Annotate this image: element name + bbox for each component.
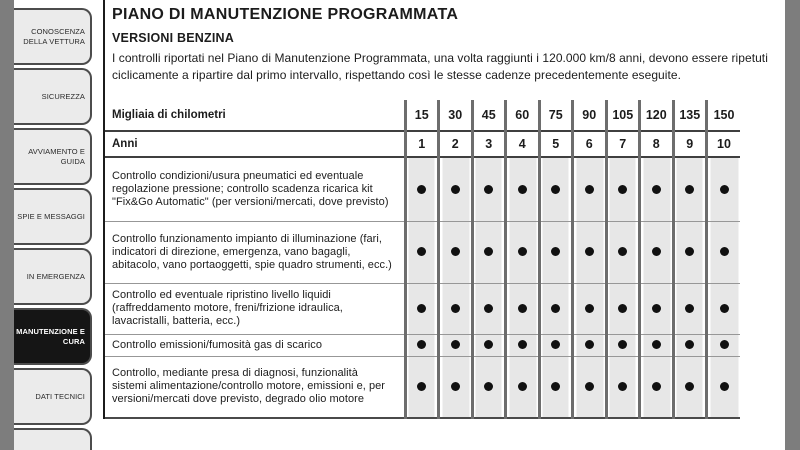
bullet-dot-icon: [417, 247, 426, 256]
sidebar-tab-avviamento-e-guida[interactable]: [14, 128, 92, 185]
row-label: Controllo funzionamento impianto di illuminazione (fari, indicatori di direzione, emergenza, vano bagagli, abitacolo, vano portaoggetti, spie quadro strumenti, ecc.): [105, 221, 405, 283]
dot-cell: [472, 283, 506, 334]
dot-cell: [539, 356, 573, 418]
bullet-dot-icon: [652, 340, 661, 349]
dot-cell: [640, 334, 674, 356]
dot-cell: [472, 221, 506, 283]
sidebar-tab-label: AVVIAMENTO E GUIDA: [28, 147, 85, 166]
bullet-dot-icon: [551, 304, 560, 313]
bullet-dot-icon: [484, 382, 493, 391]
dot-cell: [707, 157, 741, 221]
dot-cell: [606, 283, 640, 334]
bullet-dot-icon: [585, 247, 594, 256]
bullet-dot-icon: [484, 247, 493, 256]
sidebar-tab-8[interactable]: [14, 428, 92, 450]
km-value: 75: [539, 100, 573, 131]
sidebar-tab-manutenzione-e-cura[interactable]: [14, 308, 92, 365]
dot-cell: [606, 334, 640, 356]
table-row: [105, 283, 740, 334]
dot-cell: [673, 334, 707, 356]
bullet-dot-icon: [685, 185, 694, 194]
dot-cell: [640, 356, 674, 418]
km-value: 60: [506, 100, 540, 131]
dot-cell: [707, 356, 741, 418]
dot-cell: [539, 221, 573, 283]
dot-cell: [405, 221, 439, 283]
dot-cell: [439, 356, 473, 418]
year-value: 9: [673, 131, 707, 157]
sidebar-tab-conoscenza-della-vettura[interactable]: [14, 8, 92, 65]
dot-cell: [506, 283, 540, 334]
bullet-dot-icon: [518, 247, 527, 256]
sidebar-tab-label: DATI TECNICI: [35, 391, 85, 401]
sidebar-tab-sicurezza[interactable]: [14, 68, 92, 125]
bullet-dot-icon: [518, 304, 527, 313]
bullet-dot-icon: [484, 340, 493, 349]
bullet-dot-icon: [652, 304, 661, 313]
year-value: 4: [506, 131, 540, 157]
dot-cell: [673, 221, 707, 283]
bullet-dot-icon: [551, 185, 560, 194]
dot-cell: [573, 221, 607, 283]
year-value: 8: [640, 131, 674, 157]
intro-paragraph: I controlli riportati nel Piano di Manutenzione Programmata, una volta raggiunti i 120.000 km/8 anni, devono essere ripetuti ciclicamente a ripartire dal primo intervallo, rispettando così le stesse cadenze precedentemente eseguite.: [112, 51, 768, 82]
table-row: [105, 356, 740, 418]
dot-cell: [606, 157, 640, 221]
km-header-row: [105, 100, 740, 131]
dot-cell: [673, 283, 707, 334]
bullet-dot-icon: [451, 382, 460, 391]
bullet-dot-icon: [685, 382, 694, 391]
dot-cell: [707, 221, 741, 283]
dot-cell: [673, 157, 707, 221]
years-header-row: [105, 131, 740, 157]
km-value: 15: [405, 100, 439, 131]
bullet-dot-icon: [652, 382, 661, 391]
row-label: Controllo emissioni/fumosità gas di scarico: [105, 334, 405, 356]
bullet-dot-icon: [685, 304, 694, 313]
bullet-dot-icon: [551, 247, 560, 256]
dot-cell: [472, 334, 506, 356]
sidebar-tab-label: MANUTENZIONE E CURA: [16, 327, 85, 346]
km-value: 135: [673, 100, 707, 131]
left-edge-strip: [0, 0, 14, 450]
dot-cell: [539, 157, 573, 221]
bullet-dot-icon: [417, 185, 426, 194]
year-value: 2: [439, 131, 473, 157]
dot-cell: [472, 356, 506, 418]
bullet-dot-icon: [618, 340, 627, 349]
km-value: 105: [606, 100, 640, 131]
bullet-dot-icon: [585, 304, 594, 313]
bullet-dot-icon: [551, 382, 560, 391]
sidebar-tab-dati-tecnici[interactable]: [14, 368, 92, 425]
maintenance-table: [105, 100, 740, 419]
sidebar-tab-label: SICUREZZA: [41, 91, 85, 101]
dot-cell: [573, 283, 607, 334]
dot-cell: [472, 157, 506, 221]
dot-cell: [405, 283, 439, 334]
year-value: 1: [405, 131, 439, 157]
year-value: 3: [472, 131, 506, 157]
km-value: 30: [439, 100, 473, 131]
bullet-dot-icon: [551, 340, 560, 349]
bullet-dot-icon: [484, 304, 493, 313]
dot-cell: [640, 157, 674, 221]
year-value: 10: [707, 131, 741, 157]
main-content: [105, 0, 785, 83]
sidebar-tab-in-emergenza[interactable]: [14, 248, 92, 305]
bullet-dot-icon: [417, 382, 426, 391]
year-value: 5: [539, 131, 573, 157]
table-row: [105, 157, 740, 221]
row-label: Controllo condizioni/usura pneumatici ed eventuale regolazione pressione; controllo scadenza ricarica kit "Fix&Go Automatic" (per versioni/mercati, dove previsto): [105, 157, 405, 221]
dot-cell: [640, 221, 674, 283]
dot-cell: [506, 221, 540, 283]
bullet-dot-icon: [518, 382, 527, 391]
bullet-dot-icon: [720, 382, 729, 391]
dot-cell: [439, 157, 473, 221]
dot-cell: [439, 283, 473, 334]
km-value: 150: [707, 100, 741, 131]
dot-cell: [405, 157, 439, 221]
bullet-dot-icon: [720, 340, 729, 349]
row-label: Controllo ed eventuale ripristino livello liquidi (raffreddamento motore, freni/frizione idraulica, lavacristalli, batteria, ecc.): [105, 283, 405, 334]
dot-cell: [707, 334, 741, 356]
km-value: 45: [472, 100, 506, 131]
bullet-dot-icon: [652, 247, 661, 256]
dot-cell: [439, 221, 473, 283]
dot-cell: [707, 283, 741, 334]
bullet-dot-icon: [518, 185, 527, 194]
dot-cell: [405, 356, 439, 418]
bullet-dot-icon: [720, 247, 729, 256]
dot-cell: [405, 334, 439, 356]
bullet-dot-icon: [451, 247, 460, 256]
km-header-label: Migliaia di chilometri: [105, 100, 405, 131]
dot-cell: [506, 334, 540, 356]
bullet-dot-icon: [484, 185, 493, 194]
bullet-dot-icon: [585, 340, 594, 349]
year-value: 7: [606, 131, 640, 157]
bullet-dot-icon: [618, 185, 627, 194]
bullet-dot-icon: [685, 340, 694, 349]
year-value: 6: [573, 131, 607, 157]
bullet-dot-icon: [618, 382, 627, 391]
bullet-dot-icon: [451, 185, 460, 194]
dot-cell: [506, 157, 540, 221]
sidebar: [14, 0, 96, 450]
page-title: PIANO DI MANUTENZIONE PROGRAMMATA: [112, 6, 459, 23]
dot-cell: [539, 283, 573, 334]
dot-cell: [573, 356, 607, 418]
bullet-dot-icon: [417, 340, 426, 349]
bullet-dot-icon: [518, 340, 527, 349]
maintenance-table-body: [105, 157, 740, 418]
dot-cell: [606, 356, 640, 418]
bullet-dot-icon: [585, 382, 594, 391]
bullet-dot-icon: [451, 304, 460, 313]
bullet-dot-icon: [720, 185, 729, 194]
dot-cell: [606, 221, 640, 283]
section-subtitle: VERSIONI BENZINA: [112, 31, 234, 45]
dot-cell: [640, 283, 674, 334]
right-edge-strip: [785, 0, 800, 450]
bullet-dot-icon: [720, 304, 729, 313]
bullet-dot-icon: [652, 185, 661, 194]
table-row: [105, 334, 740, 356]
dot-cell: [539, 334, 573, 356]
km-value: 120: [640, 100, 674, 131]
bullet-dot-icon: [585, 185, 594, 194]
sidebar-tab-label: IN EMERGENZA: [26, 271, 85, 281]
dot-cell: [506, 356, 540, 418]
bullet-dot-icon: [618, 247, 627, 256]
years-header-label: Anni: [105, 131, 405, 157]
bullet-dot-icon: [618, 304, 627, 313]
bullet-dot-icon: [451, 340, 460, 349]
row-label: Controllo, mediante presa di diagnosi, funzionalità sistemi alimentazione/controllo motore, emissioni e, per versioni/mercati dove previsto, degrado olio motore: [105, 356, 405, 418]
km-value: 90: [573, 100, 607, 131]
dot-cell: [573, 157, 607, 221]
sidebar-tab-label: SPIE E MESSAGGI: [17, 211, 85, 221]
dot-cell: [439, 334, 473, 356]
table-row: [105, 221, 740, 283]
dot-cell: [573, 334, 607, 356]
dot-cell: [673, 356, 707, 418]
sidebar-tab-spie-e-messaggi[interactable]: [14, 188, 92, 245]
sidebar-tab-label: CONOSCENZA DELLA VETTURA: [23, 27, 85, 46]
bullet-dot-icon: [685, 247, 694, 256]
bullet-dot-icon: [417, 304, 426, 313]
